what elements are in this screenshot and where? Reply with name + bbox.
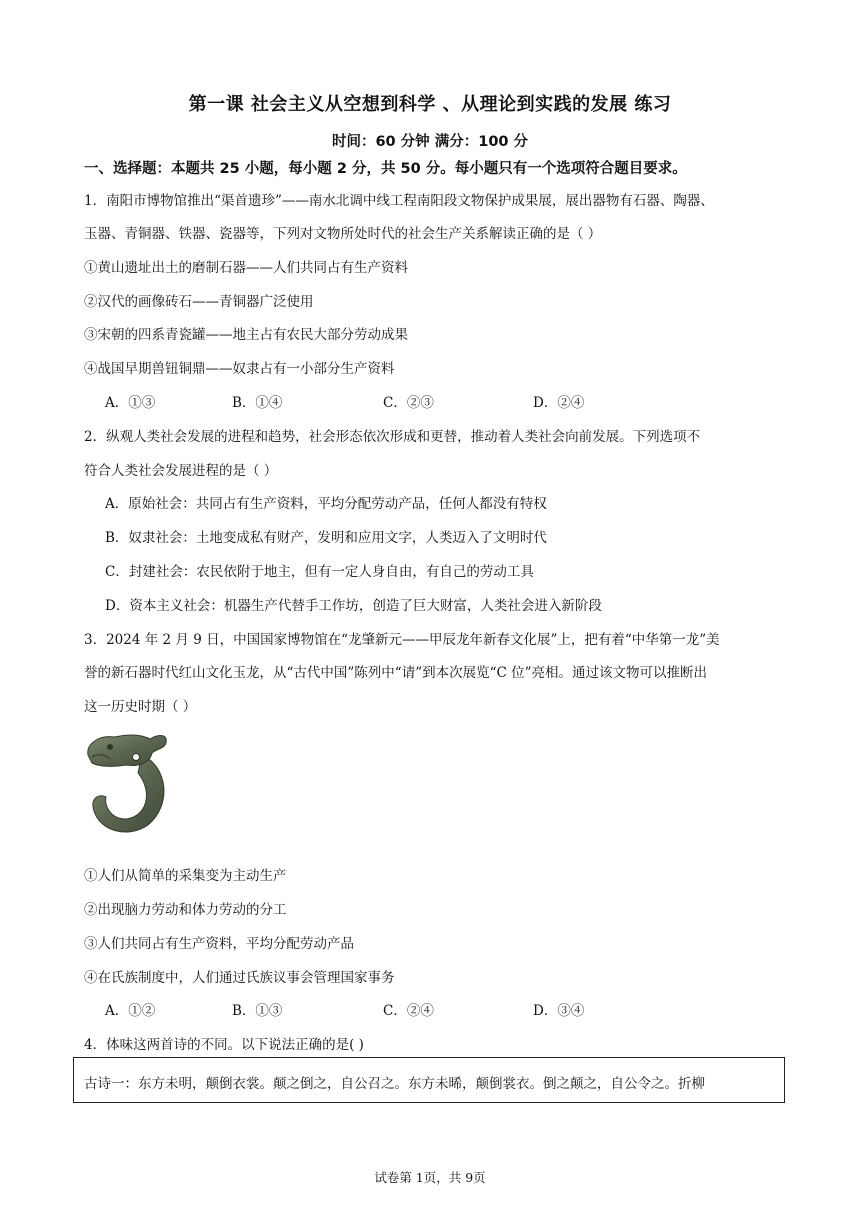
q2-option-b: B．奴隶社会：土地变成私有财产，发明和应用文字，人类迈入了文明时代 [105, 530, 547, 546]
q1-item-1: ①黄山遗址出土的磨制石器——人们共同占有生产资料 [84, 260, 408, 276]
q1-option-d: D．②④ [533, 395, 585, 411]
q1-stem-line2: 玉器、青铜器、铁器、瓷器等，下列对文物所处时代的社会生产关系解读正确的是（ ） [84, 226, 602, 242]
q3-option-a: A．①② [105, 1003, 156, 1019]
q4-stem: 4．体味这两首诗的不同。以下说法正确的是( ) [84, 1037, 364, 1053]
q3-option-d: D．③④ [533, 1003, 585, 1019]
q2-stem-line1: 2．纵观人类社会发展的进程和趋势，社会形态依次形成和更替，推动着人类社会向前发展。下列选项不 [84, 429, 701, 445]
q1-stem-line1: 1．南阳市博物馆推出“渠首遗珍”——南水北调中线工程南阳段文物保护成果展，展出器物有石器、陶器、 [84, 193, 714, 209]
q3-item-1: ①人们从简单的采集变为主动生产 [84, 868, 287, 884]
q1-option-b: B．①④ [232, 395, 283, 411]
q2-stem-line2: 符合人类社会发展进程的是（ ） [84, 463, 278, 479]
q1-item-4: ④战国早期兽钮铜鼎——奴隶占有一小部分生产资料 [84, 361, 395, 377]
poem-text: 古诗一：东方未明，颠倒衣裳。颠之倒之，自公召之。东方未晞，颠倒裳衣。倒之颠之，自公令之。折柳 [84, 1076, 705, 1092]
exam-time-score: 时间：60 分钟 满分：100 分 [331, 134, 529, 150]
q3-stem-line2: 誉的新石器时代红山文化玉龙，从“古代中国”陈列中“请”到本次展览“C 位”亮相。通过该文物可以推断出 [84, 665, 708, 681]
q3-stem-line3: 这一历史时期（ ） [84, 699, 197, 715]
q1-item-2: ②汉代的画像砖石——青铜器广泛使用 [84, 294, 314, 310]
q3-item-4: ④在氏族制度中，人们通过氏族议事会管理国家事务 [84, 970, 395, 986]
q2-option-d: D．资本主义社会：机器生产代替手工作坊，创造了巨大财富，人类社会进入新阶段 [105, 598, 602, 614]
q3-item-3: ③人们共同占有生产资料，平均分配劳动产品 [84, 936, 354, 952]
page-title: 第一课 社会主义从空想到科学 、从理论到实践的发展 练习 [188, 94, 672, 115]
q2-option-c: C．封建社会：农民依附于地主，但有一定人身自由，有自己的劳动工具 [105, 564, 534, 580]
q1-option-c: C．②③ [383, 395, 434, 411]
q3-stem-line1: 3．2024 年 2 月 9 日，中国国家博物馆在“龙肇新元——甲辰龙年新春文化展”上，把有着“中华第一龙”美 [84, 632, 720, 648]
q1-option-a: A．①③ [105, 395, 156, 411]
q3-item-2: ②出现脑力劳动和体力劳动的分工 [84, 902, 287, 918]
jade-dragon-image [80, 727, 180, 839]
page-footer: 试卷第 1页，共 9页 [374, 1170, 486, 1185]
q3-option-c: C．②④ [383, 1003, 434, 1019]
q3-option-b: B．①③ [232, 1003, 283, 1019]
q1-item-3: ③宋朝的四系青瓷罐——地主占有农民大部分劳动成果 [84, 327, 408, 343]
q2-option-a: A．原始社会：共同占有生产资料，平均分配劳动产品，任何人都没有特权 [105, 496, 547, 512]
section-heading: 一、选择题：本题共 25 小题，每小题 2 分，共 50 分。每小题只有一个选项符合题目要求。 [84, 161, 687, 177]
